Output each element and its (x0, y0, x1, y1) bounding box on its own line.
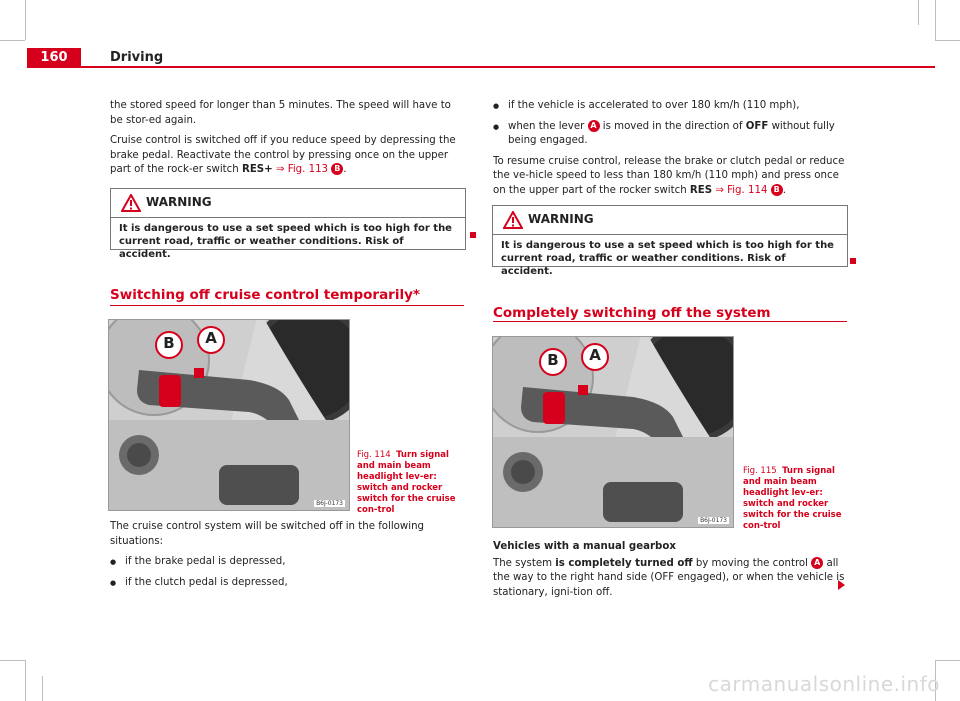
section-title-switching-off-temporarily: Switching off cruise control temporarily* (110, 287, 420, 303)
callout-b-marker: B (331, 163, 343, 175)
warning-box-left (110, 188, 466, 260)
final-bold: is completely turned off (555, 557, 693, 569)
right-column (493, 99, 848, 204)
resume-text: To resume cruise control, release the brake or clutch pedal or reduce the ve-hicle speed to less than 180 km/h (110 mph) and press once on the upper part of the rocker switch (493, 155, 845, 196)
left-para2: Cruise control is switched off if you reduce speed by depressing the brake pedal. Reactivate the control by pressing once on the upper part of the rock-er switch RES+ ⇒ Fig. 113 B . (110, 135, 456, 175)
chapter-title: Driving (110, 50, 164, 65)
bullet-speed: ● if the vehicle is accelerated to over 180 km/h (110 mph), (493, 99, 848, 114)
crop-mark (935, 660, 960, 661)
figure-115-caption (743, 466, 851, 532)
page-number: 160 (27, 48, 81, 67)
situations-intro: The cruise control system will be switched off in the following situations: (110, 521, 424, 547)
warning-header (111, 189, 465, 218)
header-rule (27, 66, 935, 68)
callout-b: B (547, 351, 559, 369)
final-mid: by moving the control (692, 557, 812, 569)
off-label: OFF (745, 120, 769, 132)
left-column (110, 99, 465, 184)
crop-mark (25, 660, 26, 701)
subhead-text: Vehicles with a manual gearbox (493, 541, 676, 552)
section-rule (493, 321, 847, 322)
bullet-lever-text: when the lever (508, 120, 588, 132)
resume-para: To resume cruise control, release the brake or clutch pedal or reduce the ve-hicle speed to less than 180 km/h (110 mph) and press once on the upper part of the rocker switch RES ⇒ Fig. 114 B . (493, 155, 845, 196)
warning-triangle-icon (503, 211, 523, 229)
callout-a-marker: A (811, 557, 823, 569)
figure-115-image (492, 336, 734, 528)
final-para (493, 557, 848, 601)
figure-id: B6J-0173 (700, 517, 727, 524)
bullet-brake: ● if the brake pedal is depressed, (110, 555, 465, 570)
footer-watermark: carmanualsonline.info (708, 672, 940, 696)
warning-title: WARNING (528, 212, 594, 226)
callout-b-marker: B (771, 184, 783, 196)
warning-title: WARNING (146, 195, 212, 209)
crop-mark (25, 0, 26, 40)
section-title-completely-switching-off: Completely switching off the system (493, 305, 771, 321)
res-label: RES (689, 184, 713, 196)
warning-box-right (492, 205, 848, 277)
steering-lever-illustration (109, 320, 349, 510)
figure-caption-text: Turn signal and main beam headlight lev-er: switch and rocker switch for the cruise con-trol (357, 450, 456, 515)
left-column-lower (110, 520, 465, 596)
crop-mark (0, 40, 25, 41)
section-end-marker (850, 258, 856, 264)
manual-gearbox-subhead (493, 540, 848, 555)
bullet-lever-mid: is moved in the direction of (599, 120, 746, 132)
warning-header (493, 206, 847, 235)
continue-arrow-icon (838, 580, 845, 590)
callout-a: A (589, 346, 601, 364)
figure-114-image (108, 319, 350, 511)
crop-mark (935, 40, 960, 41)
crop-mark (918, 0, 919, 25)
left-para2-text: Cruise control is switched off if you reduce speed by depressing the brake pedal. Reactivate the control by pressing once on the upper part of the rock-er switch (110, 135, 456, 175)
section-end-marker (470, 232, 476, 238)
left-para1: the stored speed for longer than 5 minutes. The speed will have to be stor-ed again. (110, 100, 451, 126)
callout-a-marker: A (588, 120, 600, 132)
callout-a: A (205, 329, 217, 347)
figure-caption-number: Fig. 115 (743, 466, 777, 476)
bullet-lever (493, 120, 848, 149)
warning-text: It is dangerous to use a set speed which is too high for the current road, traffic or weather conditions. Risk of accident. (119, 223, 452, 260)
section-rule (110, 305, 464, 306)
figure-114-caption (357, 450, 465, 516)
fig-114-link[interactable]: ⇒ Fig. 114 (715, 184, 768, 196)
warning-text: It is dangerous to use a set speed which is too high for the current road, traffic or weather conditions. Risk of accident. (501, 240, 834, 277)
warning-triangle-icon (121, 194, 141, 212)
crop-mark (0, 660, 25, 661)
bullet-clutch: ● if the clutch pedal is depressed, (110, 576, 465, 591)
figure-caption-text: Turn signal and main beam headlight lev-er: switch and rocker switch for the cruise con-trol (743, 466, 842, 531)
fig-113-link[interactable]: ⇒ Fig. 113 (275, 164, 329, 175)
callout-b: B (163, 334, 175, 352)
figure-caption-number: Fig. 114 (357, 450, 391, 460)
crop-mark (42, 676, 43, 701)
bullet-lever-end: without fully being engaged. (508, 120, 835, 146)
figure-id: B6J-0173 (316, 500, 343, 507)
final-end: all the way to the right hand side (OFF engaged), or when the vehicle is stationary, igni-tion off. (493, 557, 845, 598)
crop-mark (935, 0, 936, 40)
steering-lever-illustration (493, 337, 733, 527)
right-column-lower (493, 540, 848, 606)
res-plus-label: RES+ (241, 164, 273, 175)
final-text: The system (493, 557, 556, 569)
